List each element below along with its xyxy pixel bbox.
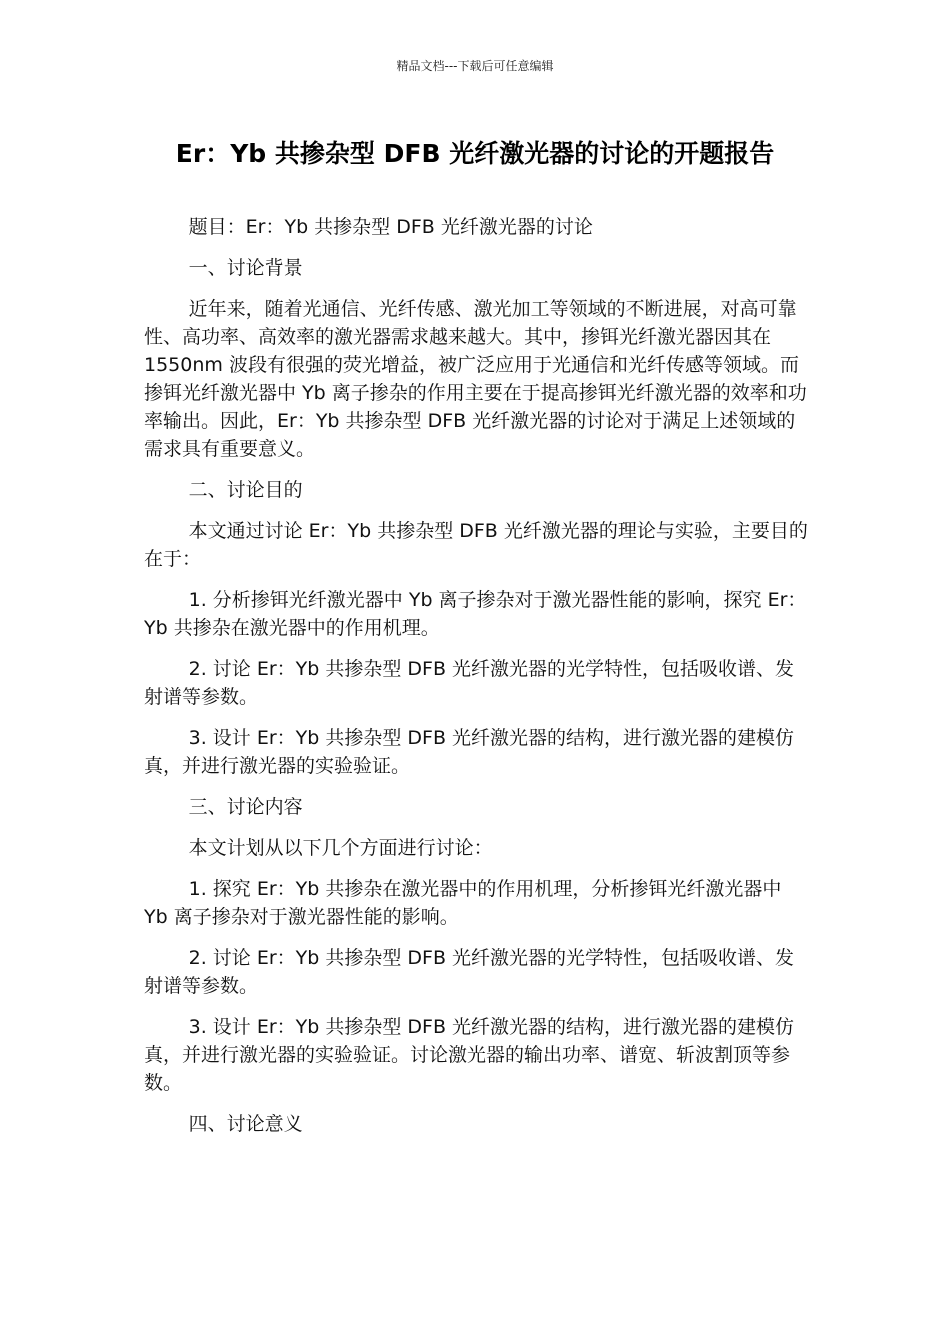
content-item: 2. 讨论 Er：Yb 共掺杂型 DFB 光纤激光器的光学特性，包括吸收谱、发射谱等参数。 xyxy=(144,947,795,997)
page-header-note: 精品文档---下载后可任意编辑 xyxy=(396,59,554,73)
purpose-item: 3. 设计 Er：Yb 共掺杂型 DFB 光纤激光器的结构，进行激光器的建模仿真，并进行激光器的实验验证。 xyxy=(144,727,795,777)
purpose-item: 2. 讨论 Er：Yb 共掺杂型 DFB 光纤激光器的光学特性，包括吸收谱、发射谱等参数。 xyxy=(144,658,795,708)
section-heading-background: 一、讨论背景 xyxy=(188,257,303,279)
background-paragraph: 近年来，随着光通信、光纤传感、激光加工等领域的不断进展，对高可靠性、高功率、高效率的激光器需求越来越大。其中，掺铒光纤激光器因其在 1550nm 波段有很强的荧光增益，被广泛应用于光通信和光纤传感等领域。而掺铒光纤激光器中 Yb 离子掺杂的作用主要在于提高掺铒光纤激光器的效率和功率输出。因此，Er：Yb 共掺杂型 DFB 光纤激光器的讨论对于满足上述领域的需求具有重要意义。 xyxy=(144,298,807,460)
document-title: Er：Yb 共掺杂型 DFB 光纤激光器的讨论的开题报告 xyxy=(175,139,775,168)
content-item: 1. 探究 Er：Yb 共掺杂在激光器中的作用机理，分析掺铒光纤激光器中 Yb 离子掺杂对于激光器性能的影响。 xyxy=(144,878,782,928)
section-heading-purpose: 二、讨论目的 xyxy=(188,479,303,501)
purpose-intro-paragraph: 本文通过讨论 Er：Yb 共掺杂型 DFB 光纤激光器的理论与实验，主要目的在于： xyxy=(144,520,808,570)
content-intro-paragraph: 本文计划从以下几个方面进行讨论： xyxy=(188,837,493,859)
section-heading-content: 三、讨论内容 xyxy=(188,796,303,818)
content-item: 3. 设计 Er：Yb 共掺杂型 DFB 光纤激光器的结构，进行激光器的建模仿真，并进行激光器的实验验证。讨论激光器的输出功率、谱宽、斩波割顶等参数。 xyxy=(144,1016,795,1094)
topic-line: 题目：Er：Yb 共掺杂型 DFB 光纤激光器的讨论 xyxy=(188,216,593,238)
section-heading-significance: 四、讨论意义 xyxy=(188,1113,303,1135)
purpose-item: 1. 分析掺铒光纤激光器中 Yb 离子掺杂对于激光器性能的影响，探究 Er：Yb 共掺杂在激光器中的作用机理。 xyxy=(144,589,807,639)
document-body xyxy=(144,213,808,1151)
